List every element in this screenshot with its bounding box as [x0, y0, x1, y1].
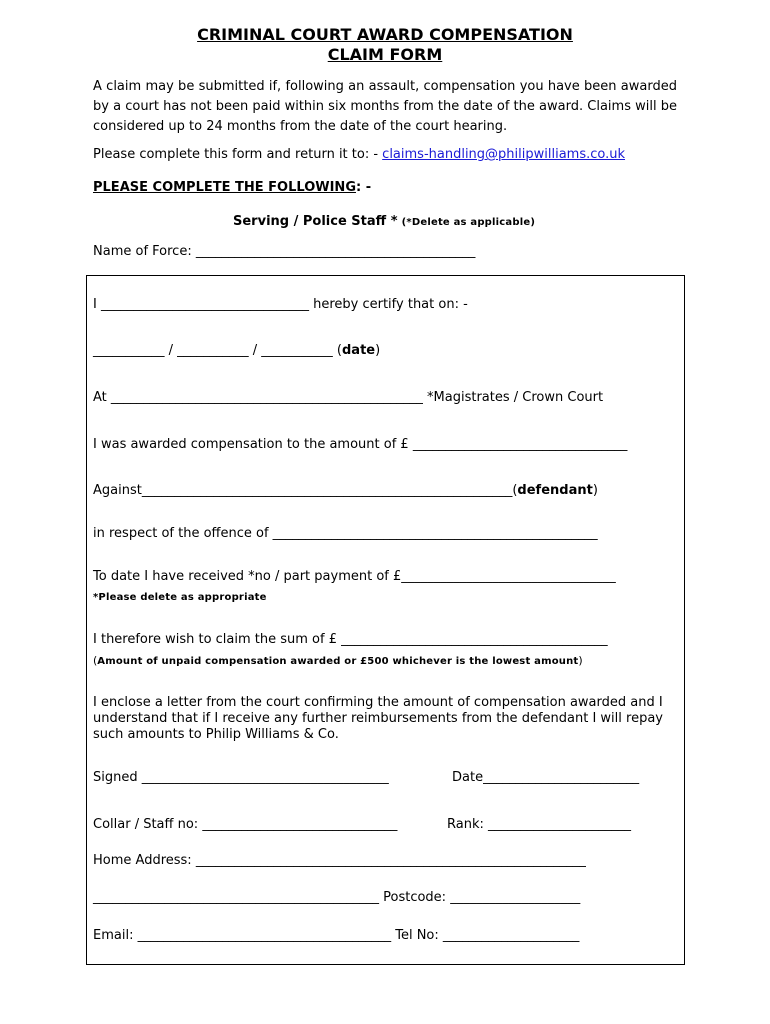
contact-row: [93, 928, 579, 943]
awarded-label: I was awarded compensation to the amount of £: [93, 437, 413, 452]
signature-field[interactable]: ______________________________________: [141, 770, 389, 785]
certify-row: [93, 297, 468, 312]
against-label: Against: [93, 483, 142, 498]
signed-row: [93, 770, 389, 785]
date-label: date: [342, 343, 376, 358]
date-field[interactable]: ___________ / ___________ / ___________ (: [93, 343, 342, 358]
serving-line: [233, 214, 535, 229]
unpaid-close: ): [578, 654, 583, 667]
rank-row: [447, 817, 631, 832]
postcode-field[interactable]: ____________________: [450, 890, 581, 905]
rank-label: Rank:: [447, 817, 488, 832]
postcode-label: Postcode:: [379, 890, 451, 905]
court-type: *Magistrates / Crown Court: [422, 390, 604, 405]
awarded-field[interactable]: _________________________________: [412, 437, 628, 452]
defendant-field[interactable]: _________________________________________________________: [141, 483, 513, 498]
claim-row: [93, 632, 608, 647]
section-heading: [93, 180, 371, 195]
certify-name-field[interactable]: ________________________________: [100, 297, 309, 312]
address2-row: [93, 890, 580, 905]
court-row: [93, 390, 603, 405]
defendant-label: defendant: [517, 483, 593, 498]
against-close: ): [592, 483, 598, 498]
date2-field[interactable]: ________________________: [483, 770, 640, 785]
offence-label: in respect of the offence of: [93, 526, 273, 541]
enclose-paragraph: I enclose a letter from the court confirming the amount of compensation awarded and I understand that if I receive any further reimbursements from the defendant I will repay such amounts to Philip Williams & Co.: [93, 695, 663, 742]
against-row: [93, 483, 598, 498]
email-field[interactable]: _______________________________________: [137, 928, 392, 943]
against-open: (: [512, 483, 518, 498]
received-row: [93, 569, 616, 584]
return-prefix: Please complete this form and return it to: -: [93, 147, 383, 162]
claim-label: I therefore wish to claim the sum of £: [93, 632, 342, 647]
court-field[interactable]: ________________________________________________: [110, 390, 423, 405]
date2-label: Date: [452, 770, 484, 785]
serving-note: (*Delete as applicable): [401, 217, 536, 228]
email-label: Email:: [93, 928, 138, 943]
claim-field[interactable]: _________________________________________: [341, 632, 608, 647]
force-row: [93, 244, 475, 259]
offence-field[interactable]: __________________________________________________: [272, 526, 598, 541]
collar-row: [93, 817, 397, 832]
tel-field[interactable]: _____________________: [442, 928, 580, 943]
certify-prefix: I: [93, 297, 101, 312]
received-label: To date I have received *no / part payment of £: [93, 569, 402, 584]
address2-field[interactable]: ____________________________________________: [93, 890, 379, 905]
unpaid-note: Amount of unpaid compensation awarded or £500 whichever is the lowest amount: [97, 656, 579, 667]
section-heading-text: PLEASE COMPLETE THE FOLLOWING: [93, 180, 356, 195]
home-address-label: Home Address:: [93, 853, 196, 868]
serving-label: Serving / Police Staff *: [233, 214, 398, 229]
form-title-line1: CRIMINAL COURT AWARD COMPENSATION: [197, 25, 573, 44]
date-row: [93, 343, 380, 358]
return-instructions: [93, 147, 625, 162]
force-label: Name of Force:: [93, 244, 196, 259]
rank-field[interactable]: ______________________: [488, 817, 631, 832]
unpaid-open: (: [93, 654, 98, 667]
home-address-field[interactable]: ____________________________________________________________: [195, 853, 586, 868]
intro-paragraph: A claim may be submitted if, following an assault, compensation you have been awarded by a court has not been paid within six months from the date of the award. Claims will be considered up to 24 months from the date of the court hearing.: [93, 79, 677, 134]
force-field[interactable]: ___________________________________________: [195, 244, 476, 259]
home-address-row: [93, 853, 586, 868]
return-email-link[interactable]: claims-handling@philipwilliams.co.uk: [382, 147, 626, 162]
collar-field[interactable]: ______________________________: [202, 817, 398, 832]
awarded-row: [93, 437, 627, 452]
tel-label: Tel No:: [391, 928, 443, 943]
form-title-line2: CLAIM FORM: [327, 45, 443, 64]
at-prefix: At: [93, 390, 111, 405]
delete-note: *Please delete as appropriate: [93, 592, 267, 603]
offence-row: [93, 526, 598, 541]
signed-label: Signed: [93, 770, 142, 785]
collar-label: Collar / Staff no:: [93, 817, 203, 832]
unpaid-row: [93, 654, 583, 667]
date-close: ): [375, 343, 381, 358]
certify-suffix: hereby certify that on: -: [308, 297, 468, 312]
section-heading-suffix: : -: [355, 180, 372, 195]
received-field[interactable]: _________________________________: [401, 569, 616, 584]
date2-row: [452, 770, 639, 785]
